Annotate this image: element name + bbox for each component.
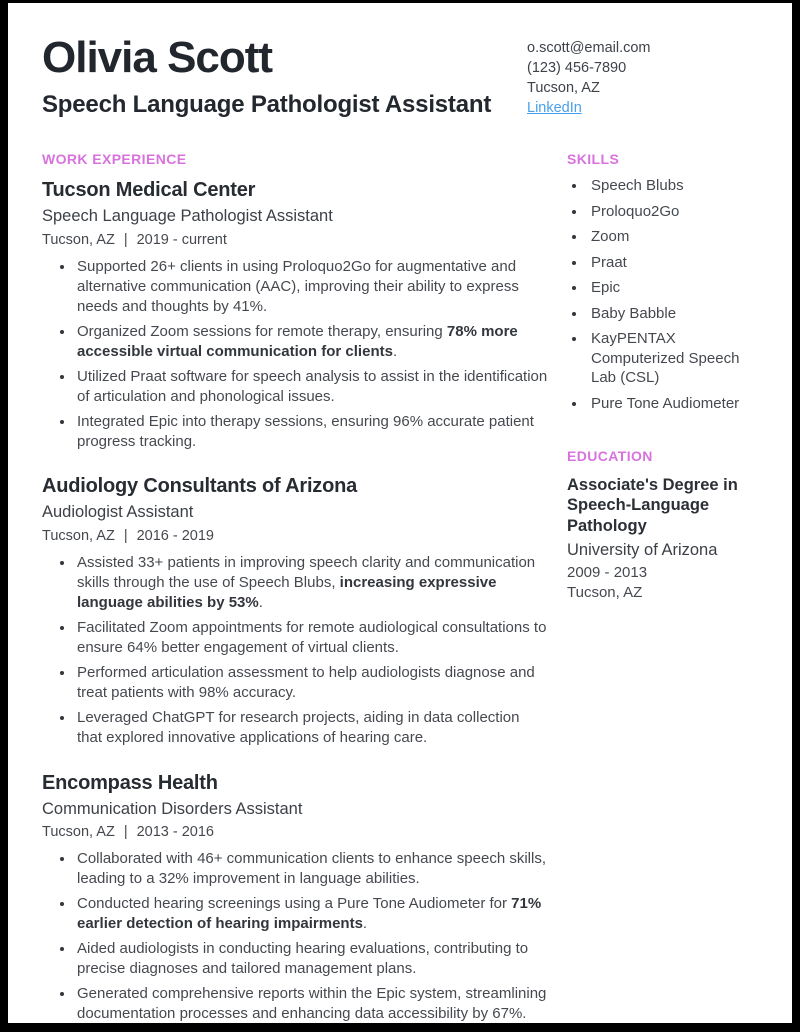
education-dates: 2009 - 2013	[567, 564, 648, 582]
bullet-item	[75, 553, 548, 613]
contact-phone: (123) 456-7890	[527, 60, 627, 76]
bullet-text: Collaborated with 46+ communication clients to enhance speech skills, leading to a 32% improvement in language abilities.	[77, 849, 547, 887]
bullet-emphasis: 71% earlier detection of hearing impairments	[77, 894, 542, 933]
skill-item: • Zoom	[587, 227, 762, 247]
education-school: University of Arizona	[567, 540, 718, 559]
job-title: Speech Language Pathologist Assistant	[42, 207, 333, 226]
bullet-item	[75, 412, 548, 452]
contact-block	[527, 33, 762, 120]
job-location: Tucson, AZ	[42, 823, 115, 840]
bullet-text: Organized Zoom sessions for remote therapy, ensuring	[77, 322, 447, 340]
bullet-item	[75, 663, 548, 703]
bullet-item	[75, 849, 548, 889]
bullet-text: Supported 26+ clients in using Proloquo2Go for augmentative and alternative communication (AAC), improving their ability to express needs and thoughts by 41%.	[77, 257, 519, 315]
bullet-text: Assisted 33+ patients in improving speech clarity and communication skills through the use of Speech Blubs,	[77, 553, 536, 591]
skills-section	[567, 151, 762, 413]
education-location: Tucson, AZ	[567, 584, 643, 602]
job-entry	[42, 178, 548, 452]
job-company: Encompass Health	[42, 771, 218, 794]
bullet-text: Conducted hearing screenings using a Pure Tone Audiometer for	[77, 894, 512, 912]
skill-item: • Pure Tone Audiometer	[587, 394, 762, 414]
education-degree: Associate's Degree in Speech-Language Pathology	[567, 476, 738, 535]
skill-item: • Proloquo2Go	[587, 202, 762, 222]
bullet-text: Generated comprehensive reports within the Epic system, streamlining documentation processes and enhancing data accessibility by 67%.	[77, 985, 547, 1023]
contact-email: o.scott@email.com	[527, 40, 651, 56]
job-title: Communication Disorders Assistant	[42, 799, 303, 818]
job-meta	[42, 231, 548, 250]
skill-item: • Baby Babble	[587, 304, 762, 324]
job-bullet-list	[42, 553, 548, 749]
work-experience-column	[42, 151, 548, 1023]
job-entry	[42, 474, 548, 748]
skills-heading: SKILLS	[567, 151, 620, 168]
job-location: Tucson, AZ	[42, 231, 115, 248]
job-dates: 2019 - current	[136, 231, 227, 248]
job-title: Audiologist Assistant	[42, 503, 194, 522]
bullet-item	[75, 984, 548, 1023]
job-bullet-list	[42, 257, 548, 453]
job-meta	[42, 823, 548, 842]
resume-body	[42, 151, 762, 1023]
skill-item: • Speech Blubs	[587, 176, 762, 196]
bullet-text: .	[258, 593, 263, 611]
job-list	[42, 178, 548, 1023]
bullet-text: .	[362, 915, 368, 933]
meta-separator: |	[123, 527, 128, 544]
bullet-item	[75, 257, 548, 317]
bullet-text: Utilized Praat software for speech analysis to assist in the identification of articulation and phonological issues.	[77, 368, 548, 406]
bullet-item	[75, 894, 548, 934]
bullet-text: Integrated Epic into therapy sessions, ensuring 96% accurate patient progress tracking.	[77, 413, 534, 451]
bullet-item	[75, 322, 548, 362]
skills-list	[567, 176, 762, 413]
job-dates: 2013 - 2016	[136, 823, 214, 840]
job-dates: 2016 - 2019	[136, 527, 214, 544]
resume-header	[42, 33, 762, 120]
education-section	[567, 448, 762, 603]
bullet-text: Performed articulation assessment to help audiologists diagnose and treat patients with 98% accuracy.	[77, 664, 535, 702]
job-company: Audiology Consultants of Arizona	[42, 475, 358, 498]
bullet-item	[75, 367, 548, 407]
job-location: Tucson, AZ	[42, 527, 115, 544]
bullet-text: .	[392, 342, 398, 360]
bullet-item	[75, 939, 548, 979]
job-company: Tucson Medical Center	[42, 179, 256, 202]
resume-page	[8, 3, 792, 1023]
bullet-emphasis: 78% more accessible virtual communication for clients	[77, 322, 518, 360]
education-heading: EDUCATION	[567, 448, 653, 465]
person-name: Olivia Scott	[42, 33, 273, 82]
person-title: Speech Language Pathologist Assistant	[42, 91, 492, 119]
bullet-item	[75, 708, 548, 748]
job-entry	[42, 771, 548, 1023]
skill-item: • KayPENTAX Computerized Speech Lab (CSL)	[587, 329, 762, 388]
skill-item: • Epic	[587, 278, 762, 298]
bullet-item	[75, 618, 548, 658]
job-meta	[42, 527, 548, 546]
skill-item: • Praat	[587, 253, 762, 273]
meta-separator: |	[123, 823, 128, 840]
sidebar-column	[567, 151, 762, 1023]
bullet-text: Facilitated Zoom appointments for remote audiological consultations to ensure 64% better engagement of virtual clients.	[77, 618, 547, 657]
bullet-emphasis: increasing expressive language abilities by 53%	[77, 573, 497, 611]
bullet-text: Leveraged ChatGPT for research projects, aiding in data collection that explored innovative applications of hearing care.	[77, 709, 520, 747]
bullet-text: Aided audiologists in conducting hearing evaluations, contributing to precise diagnoses and tailored management plans.	[77, 940, 529, 978]
name-block	[42, 33, 491, 120]
job-bullet-list	[42, 849, 548, 1023]
contact-location: Tucson, AZ	[527, 80, 600, 96]
linkedin-link[interactable]: LinkedIn	[527, 100, 582, 116]
meta-separator: |	[123, 231, 128, 248]
work-experience-heading: WORK EXPERIENCE	[42, 151, 187, 168]
